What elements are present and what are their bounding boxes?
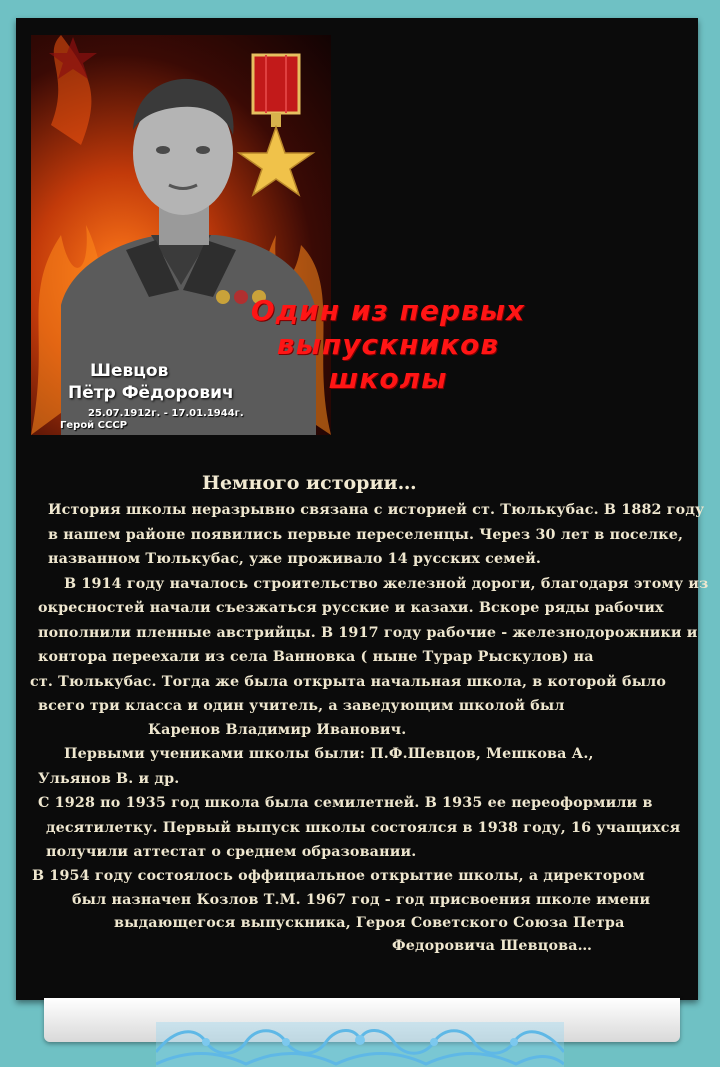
history-line: выдающегося выпускника, Героя Советского Союза Петра	[114, 915, 625, 931]
history-line: окресностей начали съезжаться русские и казахи. Вскоре ряды рабочих	[38, 600, 664, 616]
history-line: Первыми учениками школы были: П.Ф.Шевцов, Мешкова А.,	[64, 746, 594, 762]
portrait-hero-title: Герой СССР	[60, 420, 128, 431]
portrait-full-name: Пётр Фёдорович	[68, 383, 234, 403]
history-line: десятилетку. Первый выпуск школы состоялся в 1938 году, 16 учащихся	[46, 820, 681, 836]
history-line: был назначен Козлов Т.М. 1967 год - год присвоения школе имени	[72, 892, 651, 908]
history-line: Федоровича Шевцова…	[392, 938, 593, 954]
history-line: получили аттестат о среднем образовании.	[46, 844, 417, 860]
portrait-dates: 25.07.1912г. - 17.01.1944г.	[88, 408, 244, 419]
history-line: Каренов Владимир Иванович.	[148, 722, 407, 738]
history-line: названном Тюлькубас, уже проживало 14 русских семей.	[48, 551, 541, 567]
history-line: В 1954 году состоялось оффициальное открытие школы, а директором	[32, 868, 645, 884]
history-line: пополнили пленные австрийцы. В 1917 году рабочие - железнодорожники и	[38, 625, 698, 641]
history-line: ст. Тюлькубас. Тогда же была открыта начальная школа, в которой было	[30, 674, 667, 690]
portrait-surname: Шевцов	[90, 361, 169, 381]
history-line: История школы неразрывно связана с историей ст. Тюлькубас. В 1882 году	[48, 502, 705, 518]
headline-line-2: выпускников	[276, 328, 500, 361]
history-title: Немного истории…	[202, 472, 417, 494]
history-line: Ульянов В. и др.	[38, 771, 180, 787]
history-line: С 1928 по 1935 год школа была семилетней. В 1935 ее переоформили в	[38, 795, 653, 811]
headline	[228, 294, 548, 396]
history-line: всего три класса и один учитель, а заведующим школой был	[38, 698, 565, 714]
headline-line-1: Один из первых	[250, 294, 526, 327]
history-line: контора переехали из села Ванновка ( ныне Турар Рыскулов) на	[38, 649, 594, 665]
kazakh-ornament-icon	[156, 1012, 564, 1067]
history-line: в нашем районе появились первые переселенцы. Через 30 лет в поселке,	[48, 527, 684, 543]
history-line: В 1914 году началось строительство железной дороги, благодаря этому из	[64, 576, 709, 592]
headline-line-3: школы	[328, 362, 448, 395]
